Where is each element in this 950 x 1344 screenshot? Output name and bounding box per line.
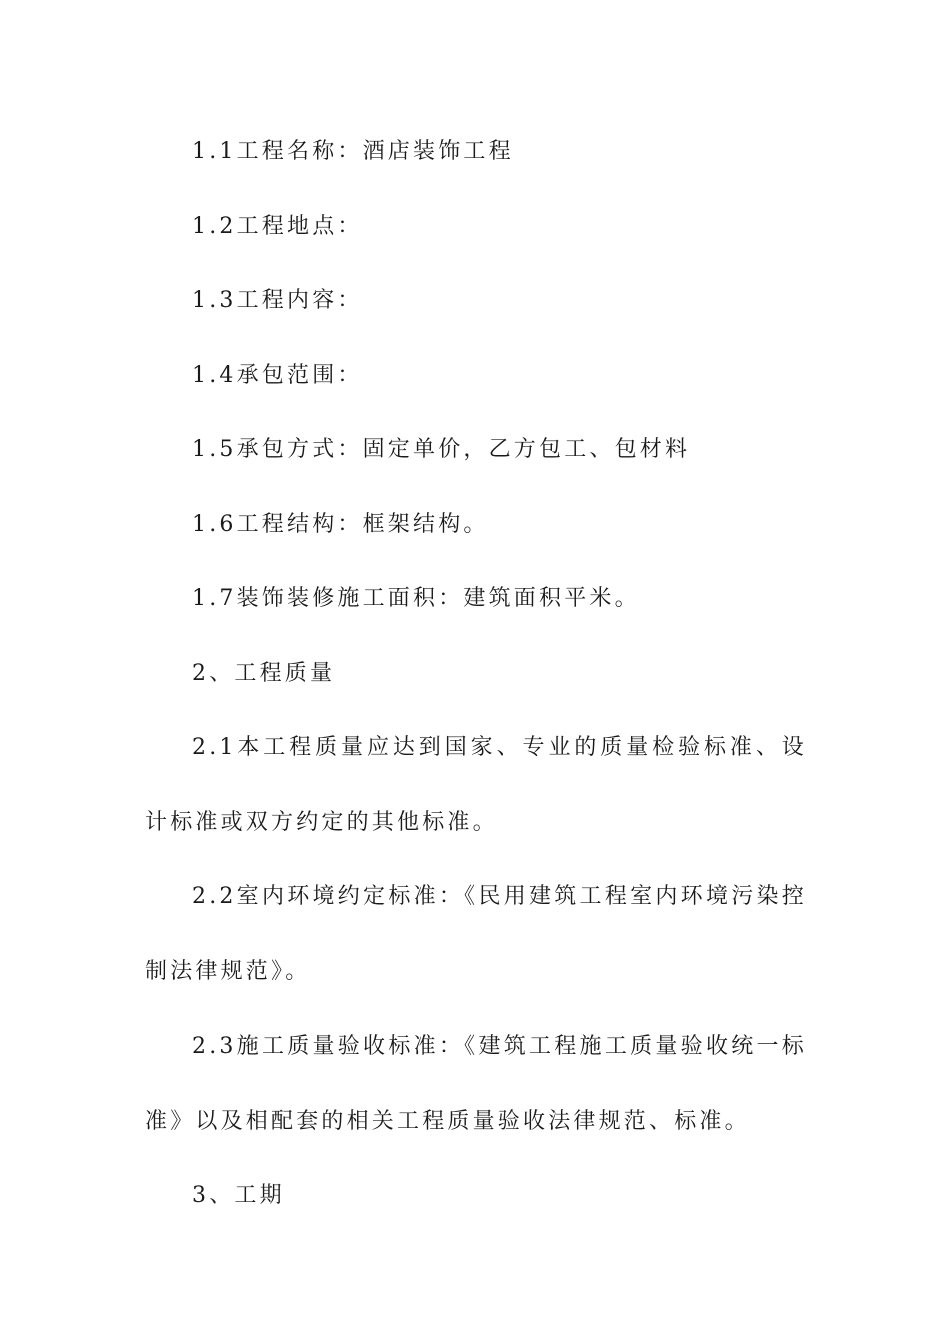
paragraph-1-4: 1.4承包范围：: [192, 363, 363, 388]
paragraph-2-1: 2.1本工程质量应达到国家、专业的质量检验标准、设计标准或双方约定的其他标准。: [145, 735, 807, 835]
section-heading-2: 2、工程质量: [192, 661, 336, 686]
paragraph-2-2: 2.2室内环境约定标准：《民用建筑工程室内环境污染控制法律规范》。: [145, 884, 807, 984]
paragraph-1-2: 1.2工程地点：: [192, 214, 363, 239]
paragraph-1-6: 1.6工程结构：框架结构。: [192, 512, 489, 537]
paragraph-1-1: 1.1工程名称：酒店装饰工程: [192, 139, 514, 164]
paragraph-2-3: 2.3施工质量验收标准：《建筑工程施工质量验收统一标准》以及相配套的相关工程质量验收法律规范、标准。: [145, 1034, 807, 1134]
section-heading-3: 3、工期: [192, 1183, 285, 1208]
paragraph-1-7: 1.7装饰装修施工面积：建筑面积平米。: [192, 586, 640, 611]
paragraph-1-5: 1.5承包方式：固定单价，乙方包工、包材料: [192, 437, 691, 462]
paragraph-1-3: 1.3工程内容：: [192, 288, 363, 313]
